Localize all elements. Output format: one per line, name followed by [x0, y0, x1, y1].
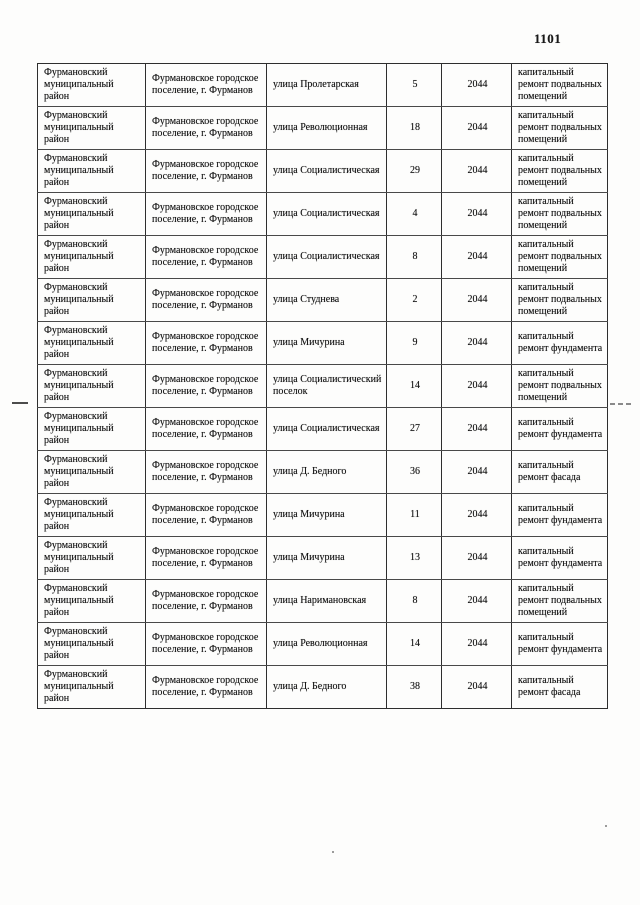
table-row — [38, 107, 608, 150]
cell-year: 2044 — [442, 623, 512, 666]
cell-house-number: 38 — [387, 666, 442, 709]
cell-house-number: 18 — [387, 107, 442, 150]
cell-work-type: капитальный ремонт подвальных помещений — [512, 580, 608, 623]
cell-work-type: капитальный ремонт подвальных помещений — [512, 236, 608, 279]
cell-district: Фурмановский муниципальный район — [38, 64, 146, 107]
cell-year: 2044 — [442, 150, 512, 193]
scan-artifact-speck — [332, 851, 334, 853]
cell-settlement: Фурмановское городское поселение, г. Фурманов — [146, 64, 267, 107]
cell-house-number: 8 — [387, 236, 442, 279]
cell-settlement: Фурмановское городское поселение, г. Фурманов — [146, 365, 267, 408]
cell-work-type: капитальный ремонт подвальных помещений — [512, 64, 608, 107]
cell-work-type: капитальный ремонт подвальных помещений — [512, 150, 608, 193]
cell-district: Фурмановский муниципальный район — [38, 451, 146, 494]
cell-settlement: Фурмановское городское поселение, г. Фурманов — [146, 580, 267, 623]
cell-district: Фурмановский муниципальный район — [38, 537, 146, 580]
cell-street: улица Пролетарская — [267, 64, 387, 107]
cell-district: Фурмановский муниципальный район — [38, 623, 146, 666]
scan-artifact-margin-dash — [12, 402, 28, 404]
cell-house-number: 13 — [387, 537, 442, 580]
cell-year: 2044 — [442, 537, 512, 580]
cell-district: Фурмановский муниципальный район — [38, 365, 146, 408]
cell-house-number: 5 — [387, 64, 442, 107]
cell-street: улица Мичурина — [267, 537, 387, 580]
table-row — [38, 322, 608, 365]
table-row — [38, 408, 608, 451]
cell-street: улица Мичурина — [267, 494, 387, 537]
cell-settlement: Фурмановское городское поселение, г. Фурманов — [146, 451, 267, 494]
cell-street: улица Революционная — [267, 107, 387, 150]
cell-settlement: Фурмановское городское поселение, г. Фурманов — [146, 150, 267, 193]
cell-street: улица Социалистическая — [267, 150, 387, 193]
cell-year: 2044 — [442, 580, 512, 623]
cell-street: улица Наримановская — [267, 580, 387, 623]
cell-work-type: капитальный ремонт подвальных помещений — [512, 193, 608, 236]
table-row — [38, 193, 608, 236]
cell-year: 2044 — [442, 236, 512, 279]
cell-work-type: капитальный ремонт фундамента — [512, 494, 608, 537]
cell-year: 2044 — [442, 322, 512, 365]
cell-house-number: 8 — [387, 580, 442, 623]
cell-street: улица Д. Бедного — [267, 666, 387, 709]
table-row — [38, 236, 608, 279]
cell-year: 2044 — [442, 666, 512, 709]
cell-work-type: капитальный ремонт фундамента — [512, 623, 608, 666]
cell-work-type: капитальный ремонт фасада — [512, 666, 608, 709]
cell-year: 2044 — [442, 279, 512, 322]
cell-street: улица Студнева — [267, 279, 387, 322]
cell-street: улица Социалистическая — [267, 236, 387, 279]
cell-street: улица Д. Бедного — [267, 451, 387, 494]
cell-district: Фурмановский муниципальный район — [38, 322, 146, 365]
table-row — [38, 623, 608, 666]
cell-work-type: капитальный ремонт фасада — [512, 451, 608, 494]
table-row — [38, 494, 608, 537]
cell-year: 2044 — [442, 365, 512, 408]
cell-settlement: Фурмановское городское поселение, г. Фурманов — [146, 107, 267, 150]
table-row — [38, 537, 608, 580]
cell-settlement: Фурмановское городское поселение, г. Фурманов — [146, 236, 267, 279]
scan-artifact-speck — [605, 825, 607, 827]
cell-district: Фурмановский муниципальный район — [38, 494, 146, 537]
cell-district: Фурмановский муниципальный район — [38, 666, 146, 709]
cell-work-type: капитальный ремонт подвальных помещений — [512, 365, 608, 408]
cell-settlement: Фурмановское городское поселение, г. Фурманов — [146, 537, 267, 580]
cell-street: улица Социалистический поселок — [267, 365, 387, 408]
table-row — [38, 150, 608, 193]
cell-house-number: 29 — [387, 150, 442, 193]
cell-work-type: капитальный ремонт подвальных помещений — [512, 279, 608, 322]
cell-settlement: Фурмановское городское поселение, г. Фурманов — [146, 193, 267, 236]
cell-year: 2044 — [442, 408, 512, 451]
cell-year: 2044 — [442, 107, 512, 150]
cell-house-number: 11 — [387, 494, 442, 537]
cell-district: Фурмановский муниципальный район — [38, 408, 146, 451]
table-body — [38, 64, 608, 709]
cell-district: Фурмановский муниципальный район — [38, 236, 146, 279]
cell-district: Фурмановский муниципальный район — [38, 279, 146, 322]
cell-district: Фурмановский муниципальный район — [38, 193, 146, 236]
cell-settlement: Фурмановское городское поселение, г. Фурманов — [146, 408, 267, 451]
cell-street: улица Мичурина — [267, 322, 387, 365]
cell-settlement: Фурмановское городское поселение, г. Фурманов — [146, 322, 267, 365]
cell-house-number: 36 — [387, 451, 442, 494]
cell-district: Фурмановский муниципальный район — [38, 580, 146, 623]
cell-house-number: 9 — [387, 322, 442, 365]
cell-settlement: Фурмановское городское поселение, г. Фурманов — [146, 279, 267, 322]
page-number: 1101 — [534, 31, 562, 46]
table-row — [38, 365, 608, 408]
table-row — [38, 666, 608, 709]
capital-repair-table — [37, 63, 608, 709]
cell-work-type: капитальный ремонт фундамента — [512, 322, 608, 365]
cell-work-type: капитальный ремонт фундамента — [512, 408, 608, 451]
scan-artifact-margin-dashes — [610, 403, 632, 405]
cell-year: 2044 — [442, 494, 512, 537]
table-row — [38, 64, 608, 107]
cell-work-type: капитальный ремонт фундамента — [512, 537, 608, 580]
cell-settlement: Фурмановское городское поселение, г. Фурманов — [146, 623, 267, 666]
cell-house-number: 27 — [387, 408, 442, 451]
cell-street: улица Социалистическая — [267, 193, 387, 236]
cell-house-number: 2 — [387, 279, 442, 322]
cell-settlement: Фурмановское городское поселение, г. Фурманов — [146, 666, 267, 709]
cell-district: Фурмановский муниципальный район — [38, 107, 146, 150]
cell-year: 2044 — [442, 193, 512, 236]
table-row — [38, 451, 608, 494]
cell-year: 2044 — [442, 451, 512, 494]
cell-settlement: Фурмановское городское поселение, г. Фурманов — [146, 494, 267, 537]
cell-house-number: 14 — [387, 623, 442, 666]
table-row — [38, 279, 608, 322]
cell-year: 2044 — [442, 64, 512, 107]
cell-street: улица Социалистическая — [267, 408, 387, 451]
table-row — [38, 580, 608, 623]
cell-house-number: 14 — [387, 365, 442, 408]
cell-street: улица Революционная — [267, 623, 387, 666]
cell-district: Фурмановский муниципальный район — [38, 150, 146, 193]
cell-work-type: капитальный ремонт подвальных помещений — [512, 107, 608, 150]
cell-house-number: 4 — [387, 193, 442, 236]
